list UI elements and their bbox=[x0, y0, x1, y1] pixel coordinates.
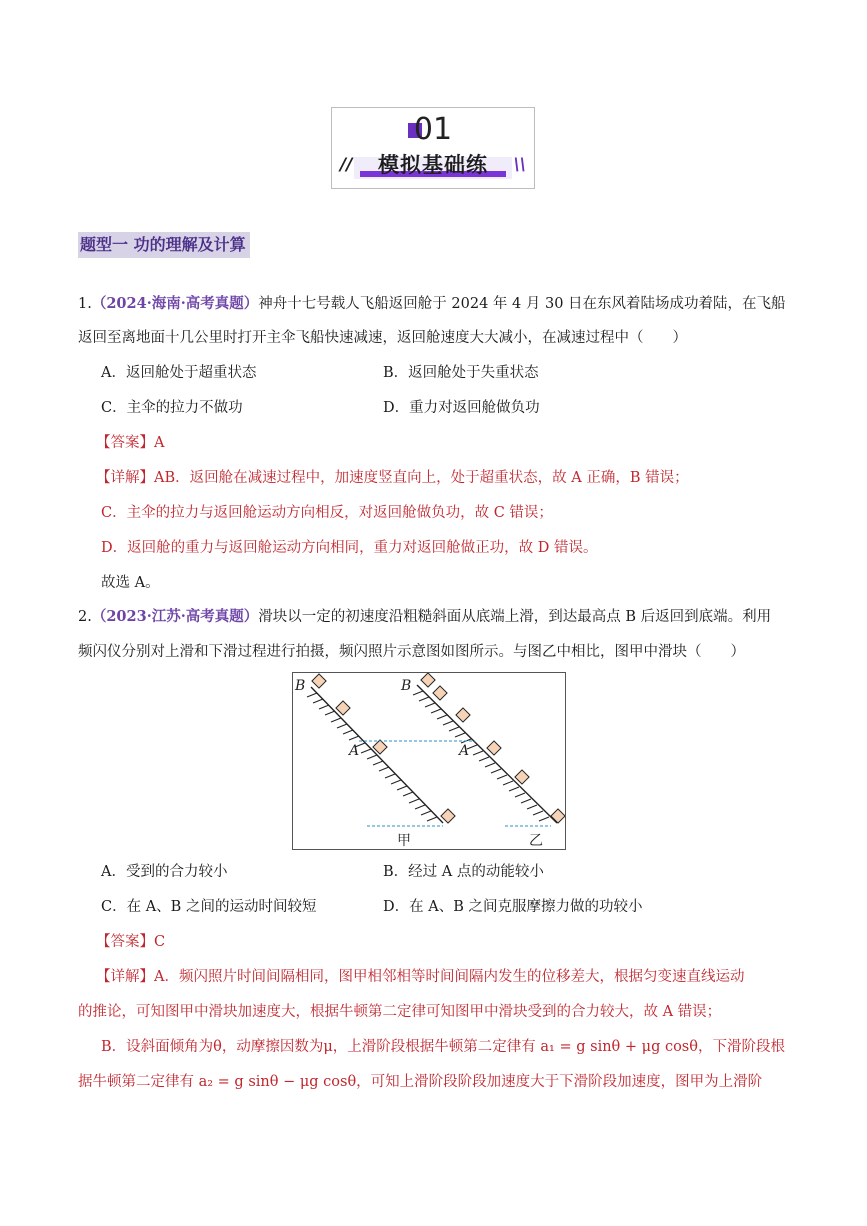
q1-answer-line bbox=[96, 433, 164, 453]
incline-diagram bbox=[293, 673, 565, 849]
q1-option-c: C．主伞的拉力不做功 bbox=[101, 400, 243, 416]
q2-option-c: C．在 A、B 之间的运动时间较短 bbox=[101, 899, 317, 915]
q2-detail-line4: 据牛顿第二定律有 a₂ = g sinθ − μg cosθ，可知上滑阶段阶段加速度大于下滑阶段加速度，图甲为上滑阶 bbox=[78, 1074, 763, 1090]
q1-conclusion: 故选 A。 bbox=[101, 575, 160, 591]
badge-title: 模拟基础练 bbox=[378, 153, 488, 177]
q2-stem-line1 bbox=[78, 607, 771, 627]
q1-stem-text1: 神舟十七号载人飞船返回舱于 2024 年 4 月 30 日在东风着陆场成功着陆，在飞船 bbox=[258, 296, 786, 312]
q1-answer-tag: 【答案】 bbox=[96, 435, 154, 451]
q2-number: 2. bbox=[78, 609, 92, 625]
label-jia: 甲 bbox=[397, 833, 411, 849]
q2-detail-tag: 【详解】 bbox=[96, 969, 154, 985]
q1-detail-line3: D．返回舱的重力与返回舱运动方向相同，重力对返回舱做正功，故 D 错误。 bbox=[101, 540, 598, 556]
incline-jia bbox=[294, 674, 455, 823]
badge-number: 01 bbox=[413, 112, 453, 147]
q2-option-b: B．经过 A 点的动能较小 bbox=[383, 864, 544, 880]
q1-stem-line2: 返回至离地面十几公里时打开主伞飞船快速减速，返回舱速度大大减小，在减速过程中（ ） bbox=[78, 330, 687, 346]
q2-detail-line2: 的推论，可知图甲中滑块加速度大，根据牛顿第二定律可知图甲中滑块受到的合力较大，故 A 错误； bbox=[78, 1004, 722, 1020]
section-badge bbox=[331, 107, 535, 189]
q1-detail-tag: 【详解】 bbox=[96, 470, 154, 486]
q2-answer-tag: 【答案】 bbox=[96, 934, 154, 950]
incline-figure bbox=[292, 672, 566, 850]
label-b-jia: B bbox=[295, 678, 306, 694]
label-a-yi: A bbox=[459, 743, 470, 759]
q2-answer-value: C bbox=[154, 934, 166, 950]
q2-option-d: D．在 A、B 之间克服摩擦力做的功较小 bbox=[383, 899, 643, 915]
slash-decoration-left: // bbox=[340, 155, 353, 175]
label-b-yi: B bbox=[401, 678, 412, 694]
q2-detail-line1 bbox=[96, 967, 744, 987]
q1-option-b: B．返回舱处于失重状态 bbox=[383, 365, 539, 381]
label-a-jia: A bbox=[349, 743, 360, 759]
q1-stem-line1 bbox=[78, 294, 786, 314]
q1-number: 1. bbox=[78, 296, 92, 312]
q2-stem-text1: 滑块以一定的初速度沿粗糙斜面从底端上滑，到达最高点 B 后返回到底端。利用 bbox=[258, 609, 772, 625]
slash-decoration-right: \\ bbox=[513, 155, 526, 175]
label-yi: 乙 bbox=[529, 833, 543, 849]
incline-yi bbox=[400, 673, 565, 823]
q1-answer-value: A bbox=[154, 435, 165, 451]
q1-source: （2024·海南·高考真题） bbox=[91, 295, 259, 312]
q2-option-a: A．受到的合力较小 bbox=[101, 864, 228, 880]
section-heading: 题型一 功的理解及计算 bbox=[78, 232, 250, 258]
q2-detail-text1: A．频闪照片时间间隔相同，图甲相邻相等时间间隔内发生的位移差大，根据匀变速直线运动 bbox=[154, 969, 745, 985]
q2-source: （2023·江苏·高考真题） bbox=[91, 608, 259, 625]
q1-detail-text1: AB．返回舱在减速过程中，加速度竖直向上，处于超重状态，故 A 正确，B 错误； bbox=[154, 470, 689, 486]
q1-detail-line1 bbox=[96, 468, 689, 488]
q1-option-a: A．返回舱处于超重状态 bbox=[101, 365, 257, 381]
q1-detail-line2: C．主伞的拉力与返回舱运动方向相反，对返回舱做负功，故 C 错误； bbox=[101, 505, 553, 521]
q2-stem-line2: 频闪仪分别对上滑和下滑过程进行拍摄，频闪照片示意图如图所示。与图乙中相比，图甲中滑块（ ） bbox=[78, 644, 745, 660]
q2-detail-line3: B．设斜面倾角为θ，动摩擦因数为μ，上滑阶段根据牛顿第二定律有 a₁ = g sinθ + μg cosθ，下滑阶段根 bbox=[101, 1039, 785, 1055]
q1-option-d: D．重力对返回舱做负功 bbox=[383, 400, 540, 416]
q2-answer-line bbox=[96, 932, 165, 952]
